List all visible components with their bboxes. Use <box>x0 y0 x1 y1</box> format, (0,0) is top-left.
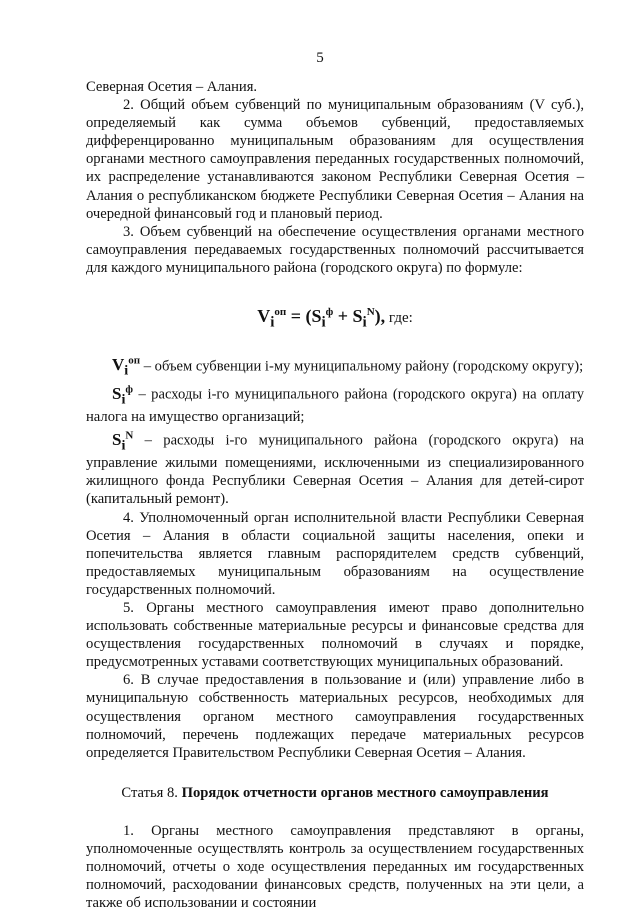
page-number: 5 <box>316 50 324 66</box>
formula-s2-sub: i <box>362 314 367 331</box>
definition-sn-symbol: $S_i^N$ <box>112 429 134 454</box>
formula-plus: + S <box>333 306 363 327</box>
definition-sf-symbol: $S_i^ф$ <box>112 382 134 407</box>
formula-s1-sup: ф <box>325 306 334 319</box>
definition-v-text: – объем субвенции i-му муниципальному району (городскому округу); <box>140 358 584 375</box>
formula-close: ), <box>374 306 386 327</box>
paragraph-3: 3. Объем субвенций на обеспечение осуществления органами местного самоуправления передаваемых государственных полномочий рассчитывается для каждого муниципального района (городского округа) по формуле: <box>86 223 584 276</box>
definition-sf <box>86 380 584 426</box>
paragraph-2: 2. Общий объем субвенций по муниципальным образованиям (V суб.), определяемый как сумма объемов субвенций, предоставляемых дифференцированно муниципальным образованиям для осуществления органами местного самоуправления переданных государственных полномочий, их распределение устанавливаются законом Республики Северная Осетия – Алания о республиканском бюджете Республики Северная Осетия – Алания на очередной финансовый год и плановый период. <box>86 97 584 222</box>
formula-lhs: V <box>257 306 271 327</box>
formula-lhs-sup: оп <box>274 306 287 319</box>
article-paragraph-1: 1. Органы местного самоуправления представляют в органы, уполномоченные осуществлять контроль за осуществлением государственных полномочий, отчеты о ходе осуществления переданных им государственных полномочий, расходовании финансовых средств, полученных на эти цели, а также об использовании и состоянии <box>86 822 584 912</box>
formula-tail: где: <box>385 310 413 327</box>
formula-s2-sup: N <box>366 306 375 319</box>
paragraph-4: 4. Уполномоченный орган исполнительной власти Республики Северная Осетия – Алания в области социальной защиты населения, опеки и попечительства является главным распорядителем средств субвенций, предоставляемых муниципальным образованиям на осуществление государственных полномочий. <box>86 509 584 598</box>
definition-sf-text: – расходы i-го муниципального района (городского округа) на оплату налога на имущество организаций; <box>86 386 584 425</box>
definition-sn <box>86 426 584 508</box>
formula-mid: = (S <box>286 306 322 327</box>
definition-sn-text: – расходы i-го муниципального района (городского округа) на управление жилыми помещениями, исключенными из специализированного жилищного фонда Республики Северная Осетия – Алания для детей-сирот (капитальный ремонт). <box>86 432 584 508</box>
article-title: Порядок отчетности органов местного самоуправления <box>181 784 549 801</box>
paragraph-5: 5. Органы местного самоуправления имеют право дополнительно использовать собственные материальные ресурсы и финансовые средства для осуществления государственных полномочий в случаях и порядке, предусмотренных уставами соответствующих муниципальных образований. <box>86 599 584 671</box>
definition-v <box>86 352 584 380</box>
formula-lhs-sub: i <box>270 314 275 331</box>
article-heading <box>86 784 584 802</box>
article-label: Статья 8. <box>121 784 182 801</box>
paragraph-continuation: Северная Осетия – Алания. <box>86 79 258 95</box>
formula <box>86 303 584 332</box>
definition-v-symbol: $V_i^{оп}$ <box>112 354 141 379</box>
paragraph-6: 6. В случае предоставления в пользование и (или) управление либо в муниципальную собственность материальных ресурсов, необходимых для осуществления органом местного самоуправления государственных полномочий, перечень подлежащих передаче материальных ресурсов определяется Правительством Республики Северная Осетия – Алания. <box>86 672 584 761</box>
formula-s1-sub: i <box>321 314 326 331</box>
document-body <box>86 78 584 912</box>
